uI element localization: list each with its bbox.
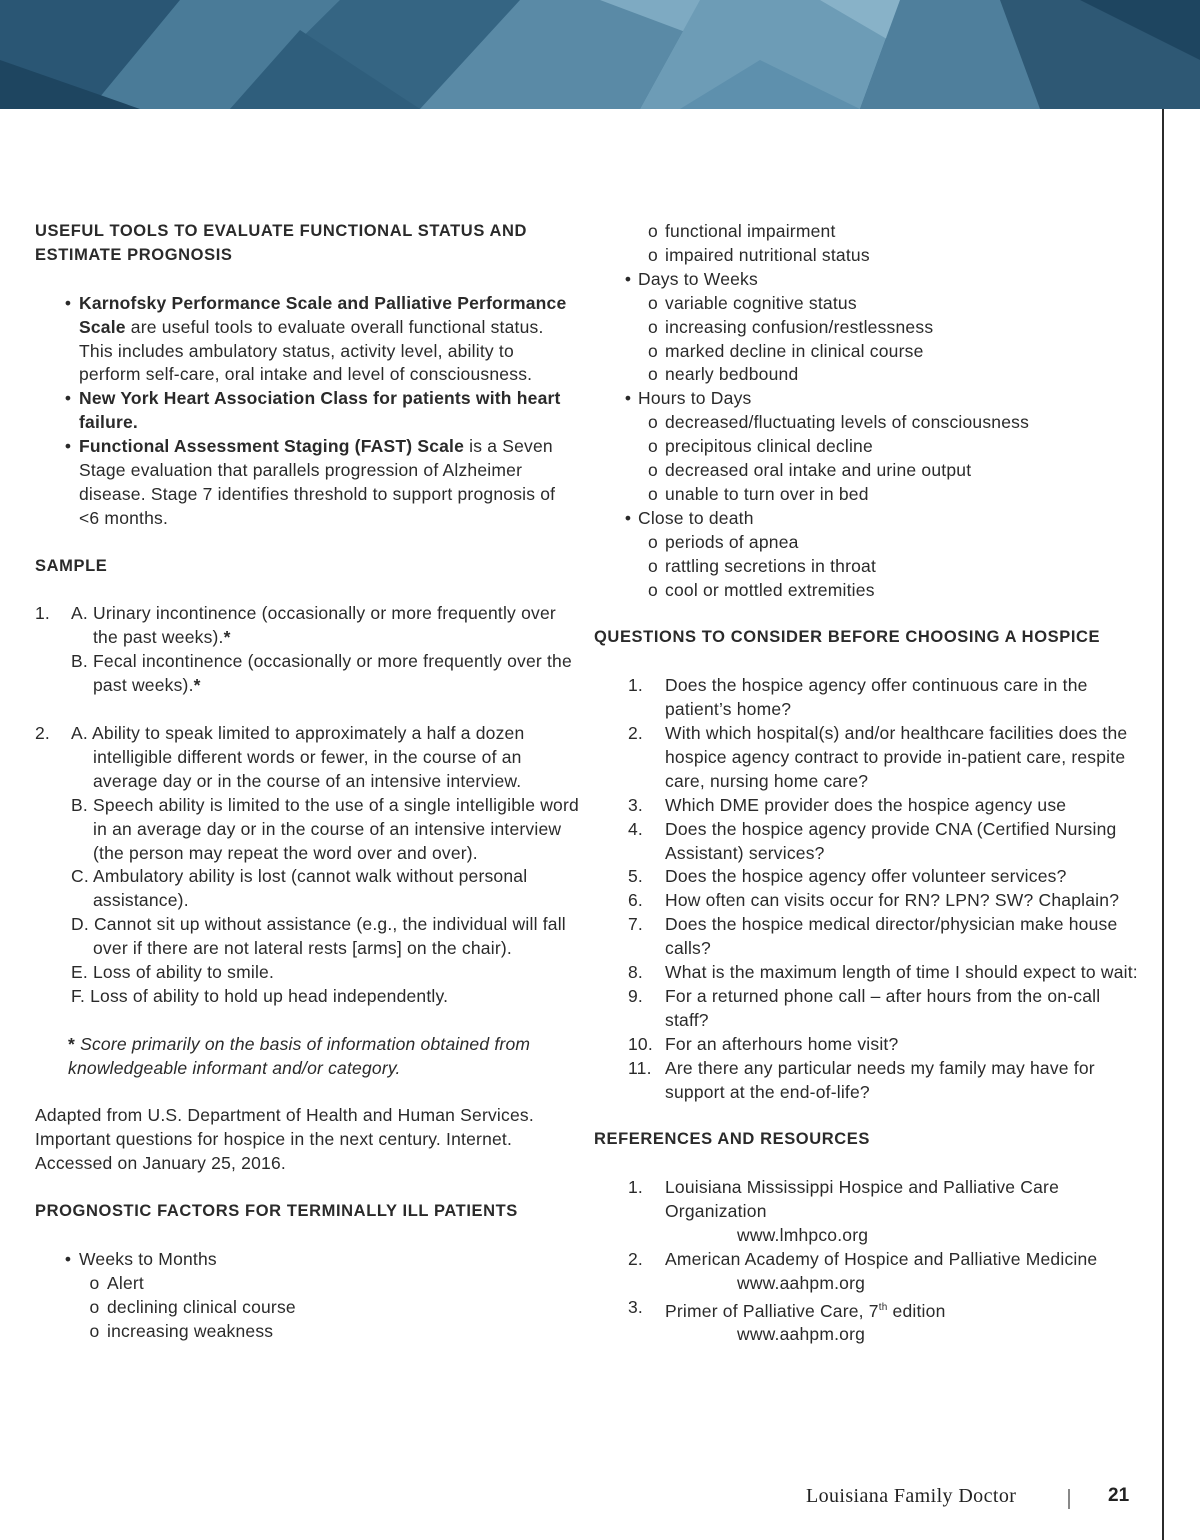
factor-item: o marked decline in clinical course bbox=[594, 340, 1144, 364]
circle-bullet-icon: o bbox=[648, 579, 658, 600]
factor-group-hours bbox=[594, 387, 1144, 411]
circle-bullet-icon: o bbox=[648, 364, 658, 385]
sample-1a: A. Urinary incontinence (occasionally or more frequently over the past weeks).* bbox=[71, 603, 556, 648]
adapted-citation: Adapted from U.S. Department of Health and Human Services. Important questions for hospice in the next century. Internet. Accessed on January 25, 2016. bbox=[35, 1105, 534, 1174]
question-item: 5. Does the hospice agency offer volunteer services? bbox=[628, 866, 1067, 887]
sample-item-2 bbox=[35, 722, 580, 794]
factor-item: o cool or mottled extremities bbox=[594, 579, 1144, 603]
sample-2f: F. Loss of ability to hold up head independently. bbox=[71, 985, 449, 1006]
reference-item: 1. Louisiana Mississippi Hospice and Palliative Care Organization bbox=[628, 1177, 1060, 1222]
factor-item: o impaired nutritional status bbox=[594, 244, 1144, 268]
factor-item: o increasing confusion/restlessness bbox=[594, 316, 1144, 340]
question-item: 3. Which DME provider does the hospice agency use bbox=[628, 794, 1067, 815]
bullet-icon: • bbox=[624, 268, 632, 289]
factor-item: o variable cognitive status bbox=[594, 292, 1144, 316]
factors-heading: PROGNOSTIC FACTORS FOR TERMINALLY ILL PATIENTS bbox=[35, 1202, 518, 1221]
factor-group-label: Hours to Days bbox=[638, 388, 752, 409]
tool-item-fast bbox=[35, 435, 580, 531]
question-item: 4. Does the hospice agency provide CNA (Certified Nursing Assistant) services? bbox=[628, 818, 1117, 863]
bullet-icon: • bbox=[64, 436, 72, 457]
bullet-icon: • bbox=[624, 388, 632, 409]
circle-bullet-icon: o bbox=[648, 412, 658, 433]
score-note: * Score primarily on the basis of information obtained from knowledgeable informant and/or category. bbox=[68, 1033, 531, 1078]
question-item: 9. For a returned phone call – after hours from the on-call staff? bbox=[628, 985, 1101, 1030]
tool-desc: is a Seven Stage evaluation that parallels progression of Alzheimer disease. Stage 7 identifies threshold to support prognosis of <6 months. bbox=[79, 436, 556, 528]
left-column bbox=[35, 220, 580, 1343]
bullet-icon: • bbox=[64, 1248, 72, 1269]
reference-url[interactable]: www.aahpm.org bbox=[737, 1272, 866, 1293]
circle-bullet-icon: o bbox=[648, 292, 658, 313]
circle-bullet-icon: o bbox=[648, 483, 658, 504]
sample-2d: D. Cannot sit up without assistance (e.g., the individual will fall over if there are not lateral rests [arms] on the chair). bbox=[71, 914, 566, 959]
sample-number: 1. bbox=[35, 603, 50, 624]
factor-item: o increasing weakness bbox=[35, 1320, 580, 1344]
sample-2e: E. Loss of ability to smile. bbox=[71, 962, 275, 983]
factor-item: o unable to turn over in bed bbox=[594, 483, 1144, 507]
sample-number: 2. bbox=[35, 722, 50, 743]
factor-item: o nearly bedbound bbox=[594, 363, 1144, 387]
circle-bullet-icon: o bbox=[648, 555, 658, 576]
circle-bullet-icon: o bbox=[648, 531, 658, 552]
footer-publication-title: Louisiana Family Doctor bbox=[806, 1485, 1017, 1507]
factor-item: o rattling secretions in throat bbox=[594, 555, 1144, 579]
factor-item: o precipitous clinical decline bbox=[594, 435, 1144, 459]
tool-desc: are useful tools to evaluate overall functional status. This includes ambulatory status, activity level, ability to perform self-care, oral intake and level of consciousness. bbox=[79, 316, 544, 385]
question-item: 7. Does the hospice medical director/physician make house calls? bbox=[628, 914, 1118, 959]
page-edge-rule bbox=[1162, 109, 1164, 1540]
sample-2a: A. Ability to speak limited to approximately a half a dozen intelligible different words or fewer, in the course of an average day or in the course of an intensive interview. bbox=[71, 722, 525, 791]
factor-item: o Alert bbox=[35, 1272, 580, 1296]
factor-group-close bbox=[594, 507, 1144, 531]
factor-item: o decreased/fluctuating levels of consciousness bbox=[594, 411, 1144, 435]
footer-divider bbox=[1068, 1489, 1070, 1509]
circle-bullet-icon: o bbox=[89, 1272, 100, 1293]
sample-2b: B. Speech ability is limited to the use of a single intelligible word in an average day or in the course of an intensive interview (the person may repeat the word over and over). bbox=[71, 794, 579, 863]
right-column bbox=[594, 220, 1144, 1347]
tool-item-karnofsky bbox=[35, 292, 580, 388]
circle-bullet-icon: o bbox=[648, 436, 658, 457]
question-item: 10. For an afterhours home visit? bbox=[628, 1033, 899, 1054]
question-item: 2. With which hospital(s) and/or healthcare facilities does the hospice agency contract to provide in-patient care, respite care, nursing home care? bbox=[628, 723, 1128, 791]
factor-item: o declining clinical course bbox=[35, 1296, 580, 1320]
bullet-icon: • bbox=[624, 507, 632, 528]
factor-group-label: Weeks to Months bbox=[79, 1248, 217, 1269]
references-heading: REFERENCES AND RESOURCES bbox=[594, 1130, 870, 1149]
factor-item: o functional impairment bbox=[594, 220, 1144, 244]
circle-bullet-icon: o bbox=[648, 340, 658, 361]
reference-url[interactable]: www.lmhpco.org bbox=[737, 1225, 869, 1245]
questions-heading: QUESTIONS TO CONSIDER BEFORE CHOOSING A HOSPICE bbox=[594, 628, 1101, 647]
reference-url[interactable]: www.aahpm.org bbox=[737, 1324, 866, 1345]
circle-bullet-icon: o bbox=[648, 316, 658, 337]
factor-group-days bbox=[594, 268, 1144, 292]
reference-item: 2. American Academy of Hospice and Palliative Medicine bbox=[628, 1248, 1098, 1269]
circle-bullet-icon: o bbox=[89, 1320, 100, 1341]
sample-2c: C. Ambulatory ability is lost (cannot walk without personal assistance). bbox=[71, 866, 528, 911]
tool-item-nyha bbox=[35, 387, 580, 435]
tools-heading: USEFUL TOOLS TO EVALUATE FUNCTIONAL STATUS AND ESTIMATE PROGNOSIS bbox=[35, 222, 528, 264]
sample-heading: SAMPLE bbox=[35, 556, 108, 575]
tool-name: Functional Assessment Staging (FAST) Scale bbox=[79, 436, 465, 457]
question-item: 8. What is the maximum length of time I should expect to wait: bbox=[628, 962, 1138, 983]
question-item: 11. Are there any particular needs my family may have for support at the end-of-life? bbox=[628, 1057, 1095, 1102]
circle-bullet-icon: o bbox=[648, 460, 658, 481]
question-item: 1. Does the hospice agency offer continuous care in the patient’s home? bbox=[628, 675, 1088, 720]
header-banner bbox=[0, 0, 1200, 109]
bullet-icon: • bbox=[64, 388, 72, 409]
tool-name: Karnofsky Performance Scale and Palliative Performance Scale bbox=[79, 292, 567, 337]
circle-bullet-icon: o bbox=[648, 244, 658, 265]
factor-item: o decreased oral intake and urine output bbox=[594, 459, 1144, 483]
bullet-icon: • bbox=[64, 292, 72, 313]
sample-1b: B. Fecal incontinence (occasionally or more frequently over the past weeks).* bbox=[71, 651, 572, 696]
tool-name: New York Heart Association Class for patients with heart failure. bbox=[79, 388, 561, 433]
factor-group-label: Days to Weeks bbox=[638, 268, 758, 289]
sample-item-1 bbox=[35, 602, 580, 698]
factor-group-label: Close to death bbox=[638, 507, 754, 528]
reference-item: 3. Primer of Palliative Care, 7th edition bbox=[628, 1296, 946, 1321]
factor-item: o periods of apnea bbox=[594, 531, 1144, 555]
factor-group-weeks bbox=[35, 1248, 580, 1272]
question-item: 6. How often can visits occur for RN? LPN? SW? Chaplain? bbox=[628, 890, 1120, 911]
circle-bullet-icon: o bbox=[648, 221, 658, 241]
page-number: 21 bbox=[1108, 1485, 1130, 1506]
circle-bullet-icon: o bbox=[89, 1296, 100, 1317]
